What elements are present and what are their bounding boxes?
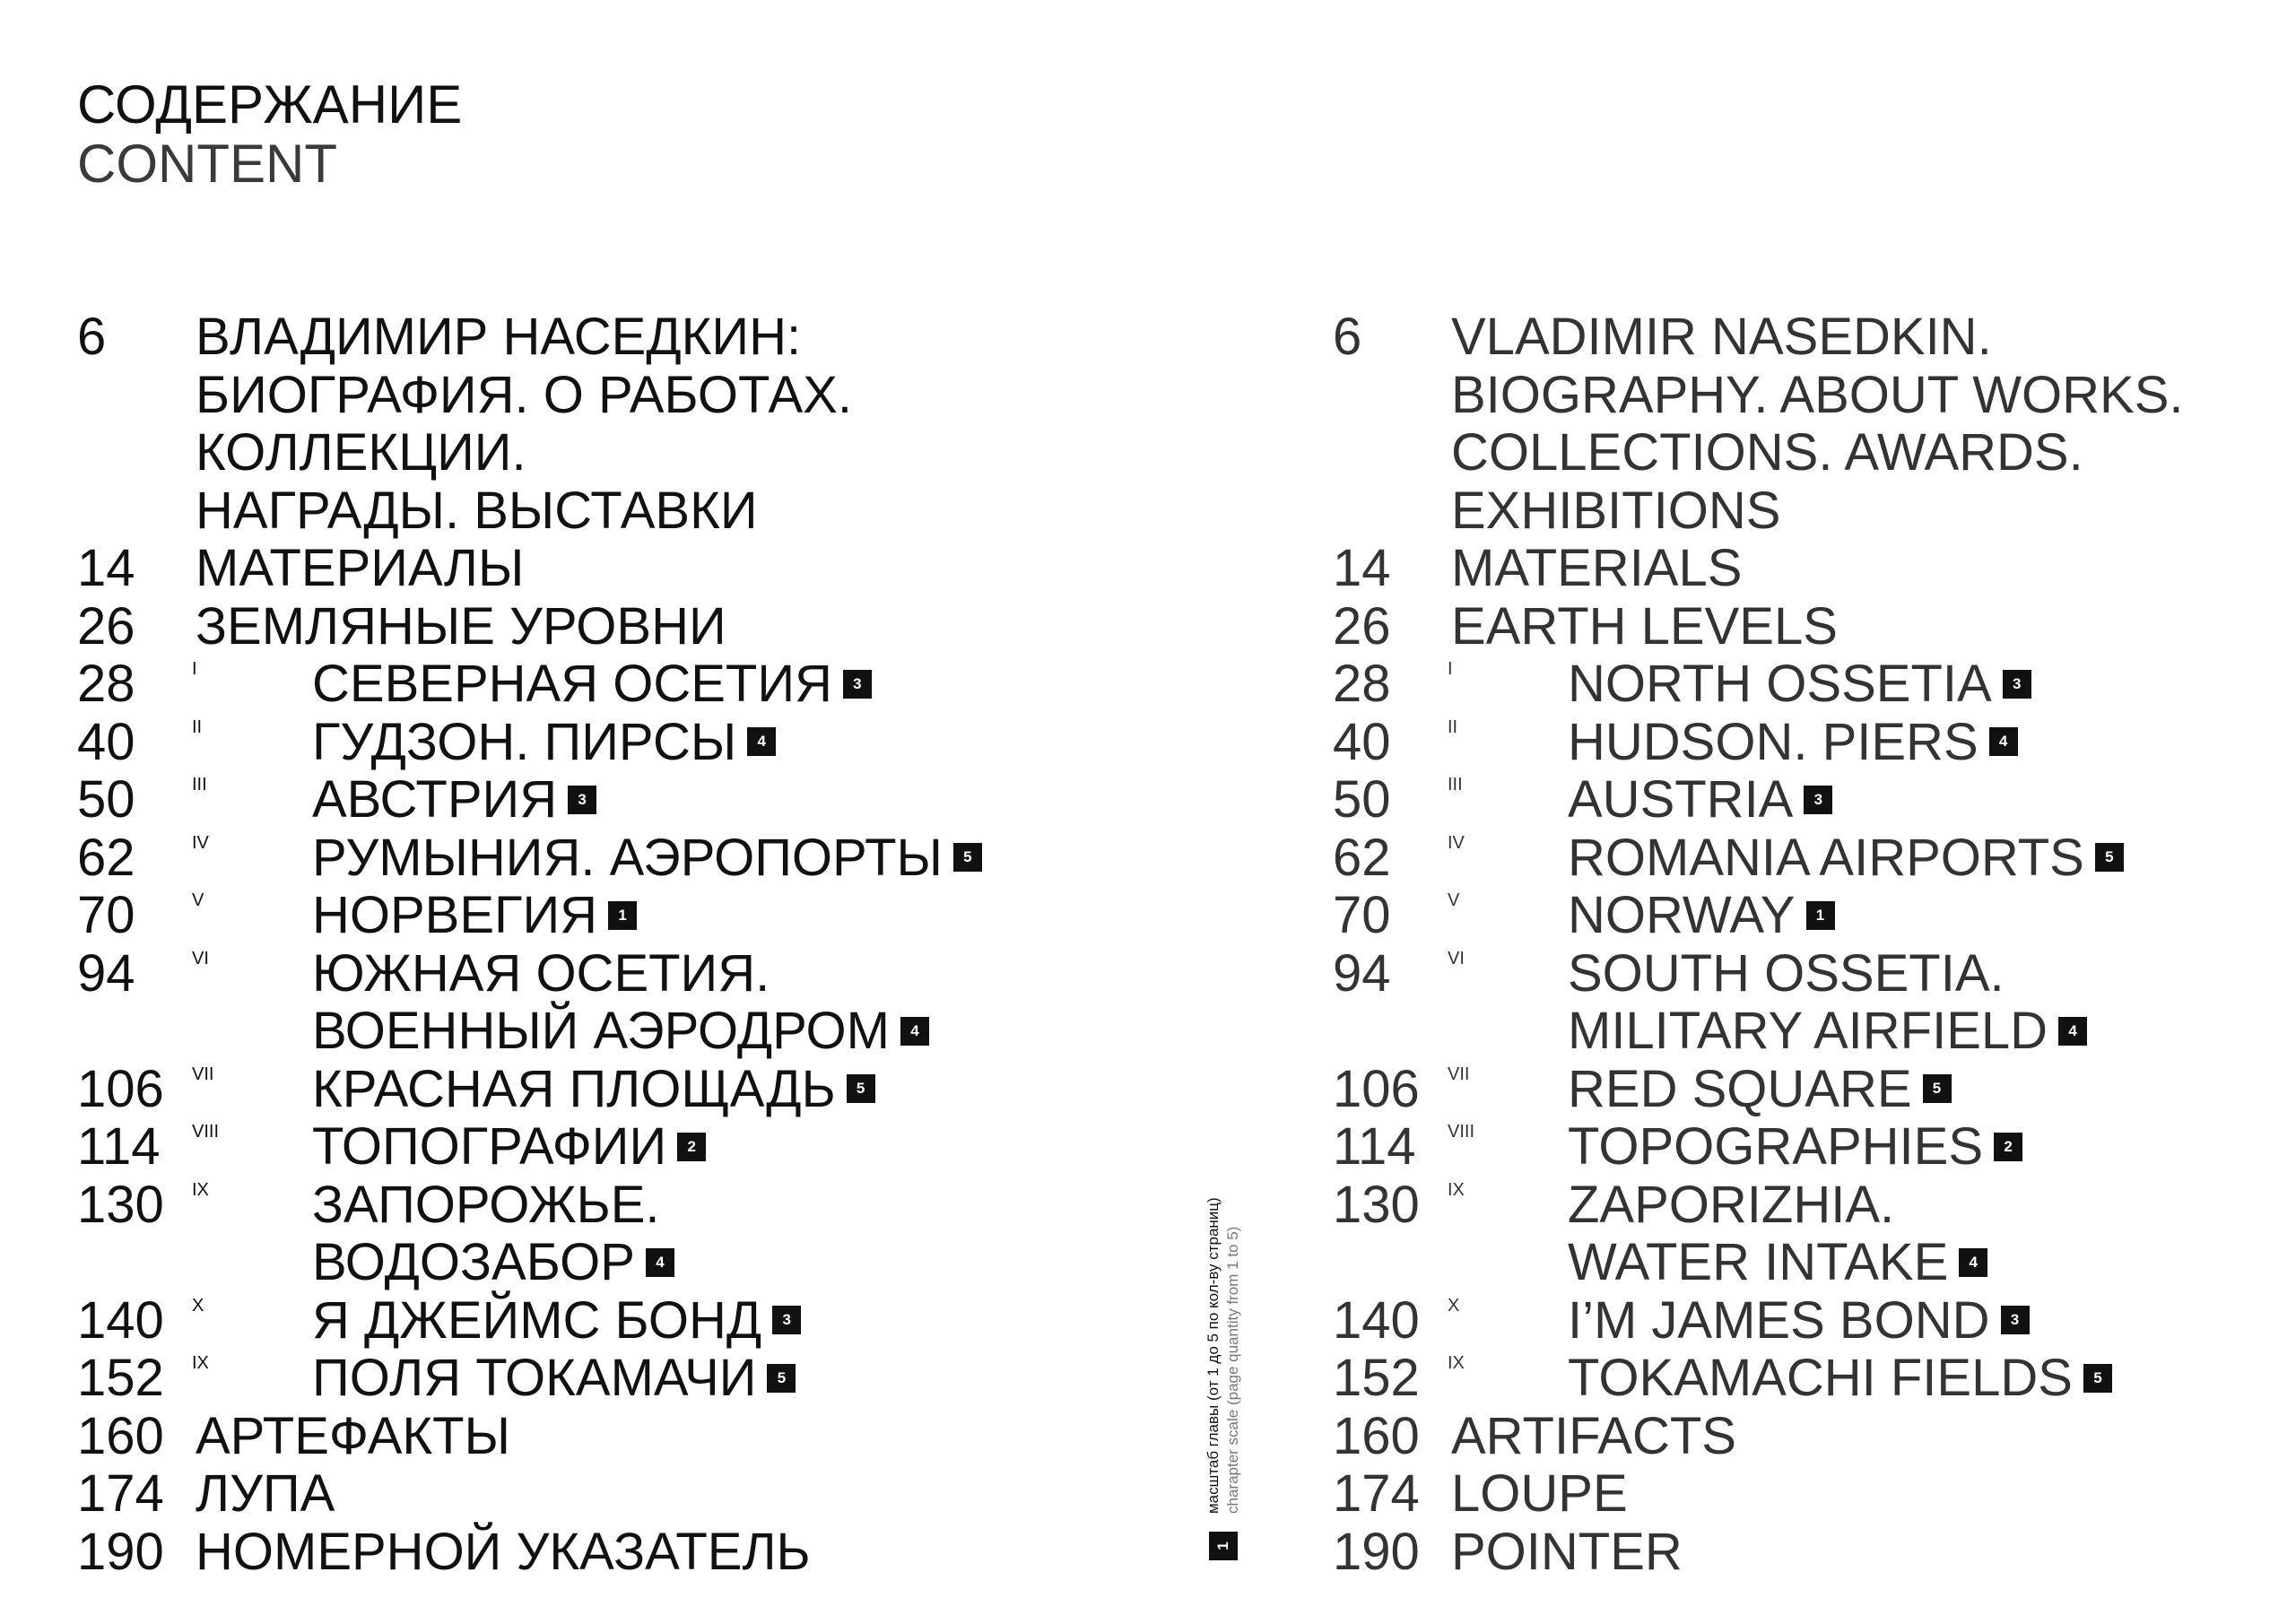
toc-page-number: 50 (1333, 770, 1391, 829)
toc-title (312, 1118, 1189, 1177)
toc-page-number: 6 (1333, 308, 1362, 366)
toc-page-number: 28 (77, 655, 135, 713)
toc-title-line (312, 829, 1189, 888)
toc-entry (77, 1408, 1189, 1466)
heading-en: CONTENT (77, 134, 337, 194)
toc-title-line (1568, 945, 2266, 1003)
toc-title-line (1568, 1177, 2266, 1235)
toc-page-number: 174 (1333, 1464, 1420, 1523)
toc-title-text: АВСТРИЯ (312, 770, 558, 829)
toc-title-text: СЕВЕРНАЯ ОСЕТИЯ (312, 655, 832, 713)
legend-scale-badge: 1 (1209, 1532, 1238, 1560)
toc-title-text: ЗАПОРОЖЬЕ. (312, 1175, 660, 1234)
toc-title (196, 598, 1189, 656)
toc-title-line (1568, 1234, 2266, 1292)
toc-title-text: ТОПОГРАФИИ (312, 1117, 667, 1176)
toc-entry (1333, 656, 2266, 714)
toc-title-line (1568, 771, 2266, 829)
toc-chapter-roman: III (192, 775, 207, 795)
toc-entry (77, 1524, 1189, 1582)
toc-title-text: ЮЖНАЯ ОСЕТИЯ. (312, 943, 770, 1003)
toc-chapter-roman: III (1448, 775, 1463, 795)
toc-page-number: 130 (1333, 1175, 1420, 1234)
toc-title-text: VLADIMIR NASEDKIN. (1451, 308, 1992, 366)
toc-title-text: БИОГРАФИЯ. О РАБОТАХ. (196, 365, 852, 424)
chapter-scale-badge: 3 (2003, 670, 2031, 699)
toc-title-text: ROMANIA AIRPORTS (1568, 828, 2084, 887)
toc-title-text: WATER INTAKE (1568, 1233, 1949, 1291)
toc-chapter-roman: X (192, 1295, 204, 1316)
toc-entry (77, 1292, 1189, 1350)
toc-chapter-roman: VI (1448, 948, 1465, 968)
toc-title-text: ГУДЗОН. ПИРСЫ (312, 712, 737, 771)
toc-title (312, 829, 1189, 888)
toc-chapter-roman: VIII (1448, 1122, 1475, 1142)
toc-title-text: КРАСНАЯ ПЛОЩАДЬ (312, 1059, 836, 1118)
toc-entry (1333, 598, 2266, 656)
toc-title-line (1568, 1350, 2266, 1408)
toc-title-line (1568, 1061, 2266, 1119)
toc-chapter-roman: I (192, 659, 197, 679)
toc-title (312, 1177, 1189, 1292)
heading-ru: СОДЕРЖАНИЕ (77, 74, 463, 135)
chapter-scale-badge: 4 (646, 1248, 674, 1277)
toc-chapter-roman: II (192, 716, 203, 737)
toc-title-line (1451, 367, 2266, 425)
toc-title-text: ВОДОЗАБОР (312, 1233, 635, 1291)
toc-title (196, 1524, 1189, 1582)
toc-entry (77, 945, 1189, 1061)
toc-title-text: МАТЕРИАЛЫ (196, 539, 525, 597)
toc-title (312, 656, 1189, 714)
toc-chapter-roman: VI (192, 948, 209, 968)
toc-entry (77, 656, 1189, 714)
toc-title-line (1568, 656, 2266, 714)
toc-title-text: BIOGRAPHY. ABOUT WORKS. (1451, 365, 2184, 424)
toc-title-line (1568, 714, 2266, 772)
toc-chapter-roman: IV (1448, 832, 1465, 853)
toc-title-line (1451, 1408, 2266, 1466)
toc-title-line (1451, 308, 2266, 367)
toc-title-text: ВЛАДИМИР НАСЕДКИН: (196, 308, 802, 366)
chapter-scale-badge: 5 (847, 1074, 875, 1103)
toc-title (1568, 945, 2266, 1061)
chapter-scale-badge: 4 (1959, 1248, 1987, 1277)
toc-english (1333, 308, 2266, 1581)
toc-page-number: 106 (77, 1059, 164, 1118)
toc-title-text: TOKAMACHI FIELDS (1568, 1349, 2073, 1407)
toc-title (1451, 540, 2266, 598)
toc-title (312, 1292, 1189, 1350)
toc-page-number: 40 (1333, 712, 1391, 771)
toc-title-line (196, 308, 1189, 367)
toc-title (1451, 1524, 2266, 1582)
toc-page-number: 94 (1333, 943, 1391, 1003)
toc-entry (77, 829, 1189, 888)
toc-page-number: 130 (77, 1175, 164, 1234)
chapter-scale-badge: 4 (2058, 1017, 2087, 1046)
toc-title (1568, 1177, 2266, 1292)
toc-entry (1333, 1118, 2266, 1177)
toc-chapter-roman: VII (192, 1064, 214, 1084)
toc-entry (1333, 771, 2266, 829)
toc-title (196, 1408, 1189, 1466)
toc-title-text: POINTER (1451, 1522, 1683, 1581)
toc-title (312, 887, 1189, 945)
toc-title-line (196, 540, 1189, 598)
toc-page-number: 94 (77, 943, 135, 1003)
toc-entry (77, 1061, 1189, 1119)
toc-chapter-roman: IV (192, 832, 209, 853)
toc-title (1568, 1350, 2266, 1408)
toc-title-line (196, 424, 1189, 482)
toc-page-number: 106 (1333, 1059, 1420, 1118)
toc-entry (1333, 714, 2266, 772)
toc-title-text: НОРВЕГИЯ (312, 886, 598, 944)
toc-title-line (196, 1465, 1189, 1524)
toc-title-line (312, 1003, 1189, 1061)
toc-title-text: ВОЕННЫЙ АЭРОДРОМ (312, 1002, 890, 1060)
toc-title-text: SOUTH OSSETIA. (1568, 943, 2005, 1003)
toc-page-number: 114 (77, 1117, 161, 1176)
toc-entry (1333, 540, 2266, 598)
toc-title-line (1451, 598, 2266, 656)
toc-page-number: 70 (77, 886, 135, 944)
toc-title-line (312, 1234, 1189, 1292)
toc-page-number: 140 (1333, 1290, 1420, 1350)
toc-title-text: НОМЕРНОЙ УКАЗАТЕЛЬ (196, 1522, 811, 1581)
toc-chapter-roman: V (1448, 890, 1460, 910)
toc-title (1568, 1118, 2266, 1177)
toc-page-number: 6 (77, 308, 107, 366)
toc-title (1451, 598, 2266, 656)
toc-title-line (1568, 1292, 2266, 1350)
legend-text-ru: масштаб главы (от 1 до 5 по кол-ву страниц) (1205, 1197, 1222, 1514)
toc-page-number: 114 (1333, 1117, 1416, 1176)
toc-chapter-roman: VII (1448, 1064, 1470, 1084)
toc-title (1568, 829, 2266, 888)
toc-title (1451, 1408, 2266, 1466)
chapter-scale-badge: 5 (2095, 843, 2124, 872)
toc-title-line (1568, 1003, 2266, 1061)
toc-title-line (312, 945, 1189, 1003)
toc-entry (77, 714, 1189, 772)
toc-title-text: HUDSON. PIERS (1568, 712, 1979, 771)
chapter-scale-badge: 1 (608, 901, 637, 930)
toc-title-text: AUSTRIA (1568, 770, 1794, 829)
toc-title-line (196, 598, 1189, 656)
toc-chapter-roman: II (1448, 716, 1458, 737)
toc-title-line (312, 1350, 1189, 1408)
toc-page-number: 160 (1333, 1406, 1420, 1465)
toc-title (1568, 1292, 2266, 1350)
chapter-scale-badge: 3 (568, 786, 596, 814)
chapter-scale-badge: 5 (953, 843, 982, 872)
toc-chapter-roman: IX (1448, 1179, 1465, 1200)
toc-title-text: АРТЕФАКТЫ (196, 1406, 510, 1465)
toc-title-text: NORWAY (1568, 886, 1796, 944)
toc-entry (1333, 1350, 2266, 1408)
toc-title-text: COLLECTIONS. AWARDS. (1451, 423, 2083, 482)
toc-page-number: 140 (77, 1290, 164, 1350)
toc-entry (1333, 308, 2266, 540)
toc-title-line (1568, 1118, 2266, 1177)
toc-chapter-roman: IX (192, 1179, 209, 1200)
toc-page-number: 190 (1333, 1522, 1420, 1581)
toc-chapter-roman: IX (192, 1353, 209, 1373)
toc-title-line (312, 1061, 1189, 1119)
toc-page-number: 174 (77, 1464, 164, 1523)
toc-title (312, 714, 1189, 772)
toc-chapter-roman: V (192, 890, 204, 910)
toc-title-text: I’M JAMES BOND (1568, 1290, 1990, 1350)
toc-title (1568, 1061, 2266, 1119)
toc-entry (1333, 1061, 2266, 1119)
toc-entry (77, 308, 1189, 540)
toc-page-number: 70 (1333, 886, 1391, 944)
toc-entry (1333, 1292, 2266, 1350)
toc-title (1568, 714, 2266, 772)
toc-entry (77, 771, 1189, 829)
toc-chapter-roman: VIII (192, 1122, 220, 1142)
toc-title-line (1568, 829, 2266, 888)
toc-page-number: 14 (1333, 539, 1391, 597)
toc-title-line (1451, 1524, 2266, 1582)
toc-title-line (312, 887, 1189, 945)
toc-chapter-roman: I (1448, 659, 1453, 679)
chapter-scale-badge: 5 (767, 1364, 796, 1393)
toc-title-text: MATERIALS (1451, 539, 1743, 597)
toc-title-text: НАГРАДЫ. ВЫСТАВКИ (196, 481, 758, 540)
toc-title-line (1451, 482, 2266, 541)
toc-page-number: 152 (77, 1349, 164, 1407)
chapter-scale-badge: 4 (900, 1017, 929, 1046)
toc-entry (77, 1350, 1189, 1408)
chapter-scale-badge: 4 (1989, 727, 2018, 756)
toc-entry (77, 1177, 1189, 1292)
toc-russian (77, 308, 1189, 1581)
toc-chapter-roman: X (1448, 1295, 1460, 1316)
chapter-scale-badge: 4 (747, 727, 776, 756)
toc-title-text: Я ДЖЕЙМС БОНД (312, 1290, 762, 1350)
chapter-scale-badge: 5 (1923, 1074, 1952, 1103)
toc-entry (1333, 1177, 2266, 1292)
toc-page-number: 62 (1333, 828, 1391, 887)
toc-entry (1333, 1408, 2266, 1466)
toc-title-text: LOUPE (1451, 1464, 1628, 1523)
toc-title-line (1568, 887, 2266, 945)
toc-entry (77, 540, 1189, 598)
toc-title-line (312, 1177, 1189, 1235)
toc-title (312, 1061, 1189, 1119)
toc-title-line (312, 771, 1189, 829)
toc-entry (77, 598, 1189, 656)
toc-page-number: 160 (77, 1406, 164, 1465)
toc-title-line (196, 1524, 1189, 1582)
toc-title-text: EXHIBITIONS (1451, 481, 1781, 540)
toc-entry (77, 1465, 1189, 1524)
toc-title-line (312, 1292, 1189, 1350)
toc-title-text: РУМЫНИЯ. АЭРОПОРТЫ (312, 828, 943, 887)
toc-title-text: RED SQUARE (1568, 1059, 1912, 1118)
toc-entry (1333, 1524, 2266, 1582)
toc-title-line (1451, 424, 2266, 482)
toc-title (1568, 887, 2266, 945)
toc-title-text: MILITARY AIRFIELD (1568, 1002, 2048, 1060)
toc-title-line (1451, 540, 2266, 598)
toc-title (312, 945, 1189, 1061)
chapter-scale-badge: 2 (677, 1133, 706, 1161)
toc-page-number: 26 (1333, 596, 1391, 656)
toc-title (1451, 1465, 2266, 1524)
toc-page-number: 28 (1333, 655, 1391, 713)
toc-title-line (196, 367, 1189, 425)
toc-title (196, 540, 1189, 598)
chapter-scale-badge: 1 (1806, 901, 1835, 930)
page-heading (77, 75, 462, 194)
toc-title (1568, 771, 2266, 829)
toc-page-number: 62 (77, 828, 135, 887)
toc-page-number: 152 (1333, 1349, 1420, 1407)
toc-chapter-roman: IX (1448, 1353, 1465, 1373)
toc-entry (77, 1118, 1189, 1177)
toc-title-line (312, 1118, 1189, 1177)
toc-page-number: 26 (77, 596, 135, 656)
toc-title (312, 771, 1189, 829)
toc-title-line (196, 482, 1189, 541)
toc-page-number: 14 (77, 539, 135, 597)
toc-entry (1333, 945, 2266, 1061)
toc-title-text: ZAPORIZHIA. (1568, 1175, 1895, 1234)
toc-title-line (312, 656, 1189, 714)
toc-title-text: ARTIFACTS (1451, 1406, 1736, 1465)
toc-entry (77, 887, 1189, 945)
toc-entry (1333, 887, 2266, 945)
toc-page-number: 50 (77, 770, 135, 829)
chapter-scale-badge: 2 (1994, 1133, 2022, 1161)
chapter-scale-badge: 5 (2083, 1364, 2112, 1393)
toc-title (312, 1350, 1189, 1408)
chapter-scale-badge: 3 (772, 1306, 801, 1334)
toc-title-text: NORTH OSSETIA (1568, 655, 1992, 713)
toc-title (1568, 656, 2266, 714)
toc-title-text: КОЛЛЕКЦИИ. (196, 423, 526, 482)
chapter-scale-badge: 3 (843, 670, 872, 699)
legend-text-en: charapter scale (page quantity from 1 to 5) (1224, 1226, 1241, 1514)
toc-title-text: TOPOGRAPHIES (1568, 1117, 1984, 1176)
toc-title (196, 1465, 1189, 1524)
chapter-scale-badge: 3 (2001, 1306, 2030, 1334)
toc-entry (1333, 829, 2266, 888)
toc-title-text: ЗЕМЛЯНЫЕ УРОВНИ (196, 596, 726, 656)
chapter-scale-badge: 3 (1804, 786, 1832, 814)
toc-title (196, 308, 1189, 540)
toc-title-text: EARTH LEVELS (1451, 596, 1838, 656)
toc-page-number: 190 (77, 1522, 164, 1581)
toc-title-line (196, 1408, 1189, 1466)
toc-title-text: ПОЛЯ ТОКАМАЧИ (312, 1349, 757, 1407)
toc-title-text: ЛУПА (196, 1464, 335, 1523)
toc-title-line (312, 714, 1189, 772)
toc-title-line (1451, 1465, 2266, 1524)
chapter-scale-legend (1202, 1184, 1274, 1560)
toc-page-number: 40 (77, 712, 135, 771)
toc-title (1451, 308, 2266, 540)
toc-entry (1333, 1465, 2266, 1524)
